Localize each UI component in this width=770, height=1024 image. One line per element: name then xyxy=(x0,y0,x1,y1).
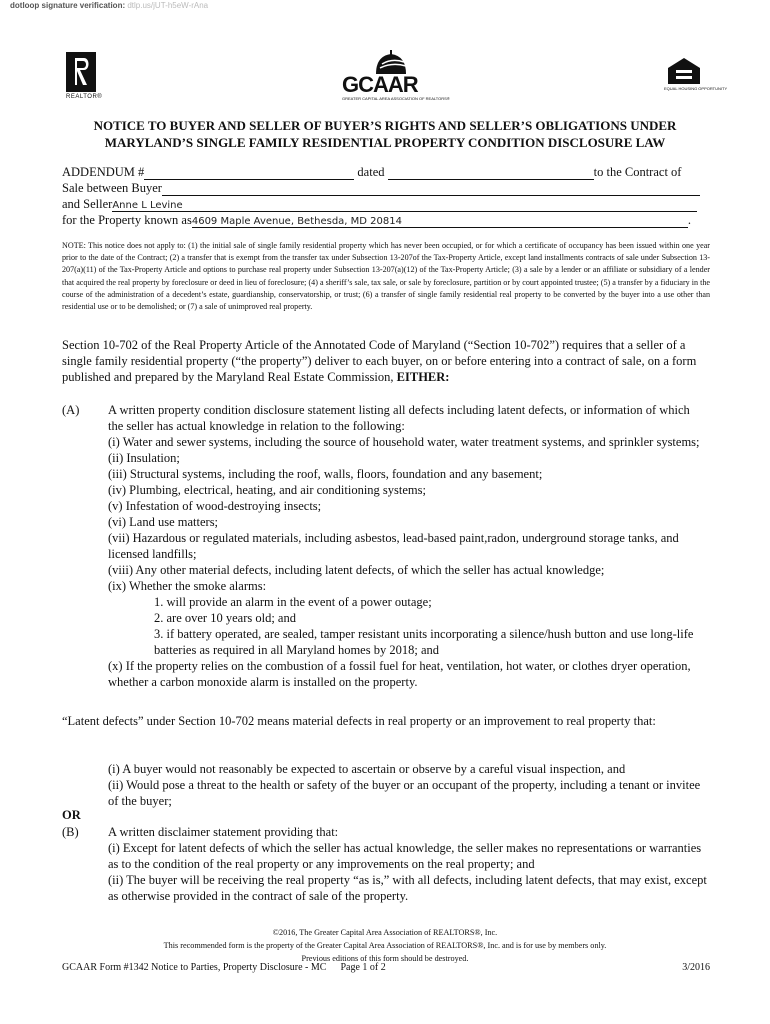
list-item: (iii) Structural systems, including the roof, walls, floors, foundation and any basement; xyxy=(108,467,543,481)
verification-label: dotloop signature verification: xyxy=(10,1,126,10)
document-title xyxy=(40,117,730,151)
title-line-2: MARYLAND’S SINGLE FAMILY RESIDENTIAL PROPERTY CONDITION DISCLOSURE LAW xyxy=(104,135,666,150)
addendum-line xyxy=(62,164,681,180)
dated-field[interactable] xyxy=(388,166,594,180)
property-field[interactable] xyxy=(192,214,688,228)
property-value: 4609 Maple Avenue, Bethesda, MD 20814 xyxy=(191,216,402,227)
list-item: (ii) Insulation; xyxy=(108,451,180,465)
seller-field[interactable] xyxy=(112,198,697,212)
list-item: (viii) Any other material defects, including latent defects, of which the seller has actual knowledge; xyxy=(108,563,605,577)
list-item: (ii) The buyer will be receiving the real property “as is,” with all defects, including latent defects, that may exist, except as otherwise provided in the contract of sale of the property. xyxy=(108,873,707,903)
section-intro-text: Section 10-702 of the Real Property Article of the Annotated Code of Maryland (“Section 10-702”) requires that a seller of a single family residential property (“the property”) deliver to each buyer, on or before entering into a contract of sale, on a form published and prepared by the Maryland Real Estate Commission, xyxy=(62,338,697,384)
realtor-r-icon xyxy=(66,52,96,92)
option-b-body xyxy=(108,824,708,904)
addendum-label: ADDENDUM # xyxy=(62,165,145,179)
equal-housing-text: EQUAL HOUSING OPPORTUNITY xyxy=(664,86,728,91)
title-line-1: NOTICE TO BUYER AND SELLER OF BUYER’S RIGHTS AND SELLER’S OBLIGATIONS UNDER xyxy=(93,118,677,133)
page-number: Page 1 of 2 xyxy=(340,962,386,973)
footer-notice xyxy=(40,926,730,965)
list-item: (ix) Whether the smoke alarms: xyxy=(108,579,267,593)
realtor-logo xyxy=(66,52,103,100)
note-paragraph: NOTE: This notice does not apply to: (1) the initial sale of single family residential property which has never been occupied, or for which a certificate of occupancy has been issued within one year prior to the date of the Contract; (2) a transfer that is exempt from the transfer tax under Subsection 13-207of the Tax-Property Article, except land installments contracts of sale under Subsection 13-207(a)(11) of the Tax-Property Article and options to purchase real property under Subsection 13-207(a)(12) of the Tax-Property Article; (3) a sale by a lender or an affiliate or subsidiary of a lender that acquired the real property by foreclosure or deed in lieu of foreclosure; (4) a sheriff’s sale, tax sale, or sale by foreclosure, partition or by court appointed trustee; (5) a transfer by a fiduciary in the course of the administration of a decedent’s estate, guardianship, conservatorship, or trust; (6) a transfer of single family residential real property to be converted by the buyer into a use other than residential use or to be demolished; or (7) a sale of unimproved real property. xyxy=(62,241,710,312)
or-label: OR xyxy=(62,808,81,822)
contract-label: to the Contract of xyxy=(593,165,682,179)
gcaar-subtitle: GREATER CAPITAL AREA ASSOCIATION OF REALTORS® xyxy=(342,96,450,101)
smoke-alarm-item: 1. will provide an alarm in the event of a power outage; xyxy=(154,595,432,609)
copyright-line: ©2016, The Greater Capital Area Association of REALTORS®, Inc. xyxy=(272,928,498,937)
list-item: (iv) Plumbing, electrical, heating, and air conditioning systems; xyxy=(108,483,426,497)
smoke-alarm-item: 3. if battery operated, are sealed, tamper resistant units incorporating a silence/hush button and use long-life batteries as required in all Maryland homes by 2018; and xyxy=(154,627,694,657)
sale-between-buyer-label: Sale between Buyer xyxy=(62,181,162,195)
list-item: (vi) Land use matters; xyxy=(108,515,219,529)
option-b-intro: A written disclaimer statement providing that: xyxy=(108,825,339,839)
latent-defects-list xyxy=(108,761,708,809)
option-a-intro: A written property condition disclosure statement listing all defects including latent defects, or information of which the seller has actual knowledge in relation to the following: xyxy=(108,403,690,433)
form-date: 3/2016 xyxy=(682,962,710,973)
previous-editions-line: Previous editions of this form should be destroyed. xyxy=(301,954,469,963)
addendum-number-field[interactable] xyxy=(144,166,354,180)
option-b-letter: (B) xyxy=(62,825,79,839)
gcaar-wordmark: GCAAR xyxy=(342,72,418,97)
verification-link[interactable]: dtlp.us/jUT-h5eW-rAna xyxy=(127,1,209,10)
option-a-letter: (A) xyxy=(62,403,80,417)
section-intro-paragraph xyxy=(62,337,712,385)
option-a-body xyxy=(108,402,708,690)
list-item: (v) Infestation of wood-destroying insects; xyxy=(108,499,322,513)
list-item: (vii) Hazardous or regulated materials, including asbestos, lead-based paint,radon, underground storage tanks, and licensed landfills; xyxy=(108,531,679,561)
list-item: (i) A buyer would not reasonably be expected to ascertain or observe by a careful visual inspection, and xyxy=(108,762,626,776)
form-name: GCAAR Form #1342 Notice to Parties, Property Disclosure - MC xyxy=(62,962,327,973)
realtor-wordmark: REALTOR® xyxy=(66,94,103,100)
latent-defects-intro: “Latent defects” under Section 10-702 means material defects in real property or an improvement to real property that: xyxy=(62,714,656,728)
seller-line xyxy=(62,196,697,212)
seller-value: Anne L Levine xyxy=(112,200,183,211)
recommended-line: This recommended form is the property of the Greater Capital Area Association of REALTORS®, Inc. and is for use by members only. xyxy=(163,941,607,950)
footer-bar xyxy=(62,962,710,973)
list-item: (x) If the property relies on the combustion of a fossil fuel for heat, ventilation, hot water, or clothes dryer operation, whether a carbon monoxide alarm is installed on the property. xyxy=(108,659,691,689)
property-end-period: . xyxy=(687,213,691,227)
list-item: (i) Water and sewer systems, including the source of household water, water treatment systems, and sprinkler systems; xyxy=(108,435,700,449)
signature-verification xyxy=(10,1,208,10)
property-line xyxy=(62,212,691,228)
buyer-line xyxy=(62,180,700,196)
either-label: EITHER: xyxy=(396,370,450,384)
property-label: for the Property known as xyxy=(62,213,192,227)
smoke-alarm-item: 2. are over 10 years old; and xyxy=(154,611,296,625)
buyer-field[interactable] xyxy=(162,182,700,196)
seller-label: and Seller xyxy=(62,197,113,211)
equal-housing-icon xyxy=(666,56,702,86)
list-item: (ii) Would pose a threat to the health or safety of the buyer or an occupant of the property, including a tenant or invitee of the buyer; xyxy=(108,778,701,808)
list-item: (i) Except for latent defects of which the seller has actual knowledge, the seller makes no representations or warranties as to the condition of the real property or any improvements on the real property; and xyxy=(108,841,702,871)
equal-housing-logo xyxy=(664,56,728,91)
dated-label: dated xyxy=(357,165,385,179)
